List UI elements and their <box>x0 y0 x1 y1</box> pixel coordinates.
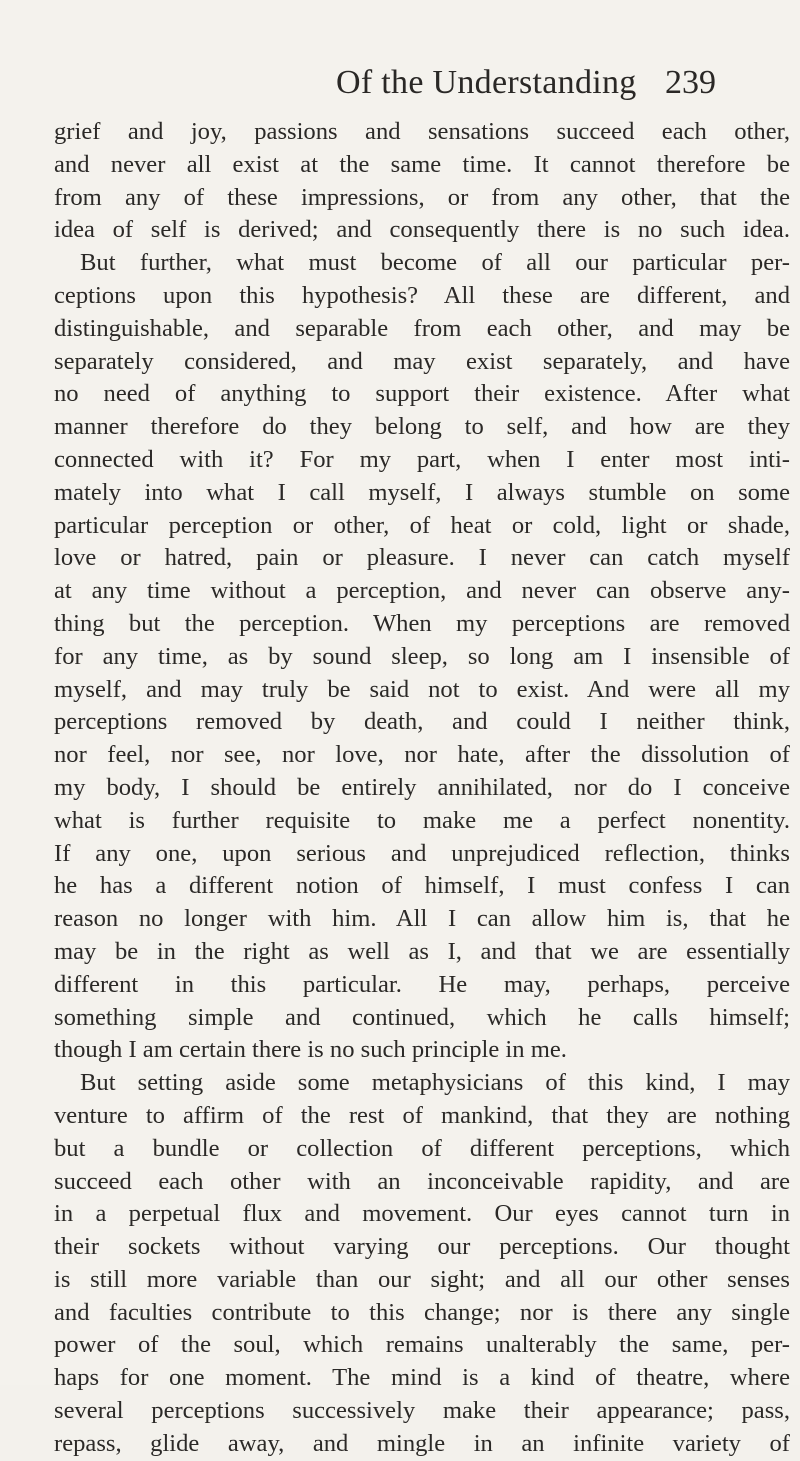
text-line: haps for one moment. The mind is a kind of theatre, where <box>54 1364 790 1392</box>
text-line: and faculties contribute to this change; nor is there any single <box>54 1298 790 1326</box>
text-line: several perceptions successively make their appearance; pass, <box>54 1397 790 1425</box>
running-title: Of the Understanding <box>336 64 637 101</box>
text-line: repass, glide away, and mingle in an infinite variety of <box>54 1429 790 1457</box>
text-line: separately considered, and may exist separately, and have <box>54 347 790 375</box>
text-line: particular perception or other, of heat or cold, light or shade, <box>54 511 790 539</box>
text-line: for any time, as by sound sleep, so long am I insensible of <box>54 642 790 670</box>
text-line: from any of these impressions, or from any other, that the <box>54 183 790 211</box>
text-line: mately into what I call myself, I always stumble on some <box>54 478 790 506</box>
text-line: reason no longer with him. All I can allow him is, that he <box>54 905 790 933</box>
text-line: But setting aside some metaphysicians of this kind, I may <box>80 1069 790 1097</box>
text-line: power of the soul, which remains unalterably the same, per- <box>54 1331 790 1359</box>
text-line: nor feel, nor see, nor love, nor hate, after the dissolution of <box>54 741 790 769</box>
text-line: is still more variable than our sight; and all our other senses <box>54 1265 790 1293</box>
text-line: in a perpetual flux and movement. Our eyes cannot turn in <box>54 1200 790 1228</box>
text-line: and never all exist at the same time. It cannot therefore be <box>54 150 790 178</box>
text-line: connected with it? For my part, when I enter most inti- <box>54 445 790 473</box>
text-line: grief and joy, passions and sensations succeed each other, <box>54 118 790 145</box>
text-line: at any time without a perception, and never can observe any- <box>54 577 790 605</box>
text-line: though I am certain there is no such principle in me. <box>54 1036 567 1064</box>
text-line: different in this particular. He may, perhaps, perceive <box>54 970 790 998</box>
text-line: their sockets without varying our perceptions. Our thought <box>54 1233 790 1261</box>
text-line: If any one, upon serious and unprejudiced reflection, thinks <box>54 839 790 867</box>
text-line: love or hatred, pain or pleasure. I never can catch myself <box>54 544 790 572</box>
text-line: something simple and continued, which he calls himself; <box>54 1003 790 1031</box>
text-line: perceptions removed by death, and could I neither think, <box>54 708 790 736</box>
text-line: idea of self is derived; and consequently there is no such idea. <box>54 216 790 244</box>
text-line: succeed each other with an inconceivable rapidity, and are <box>54 1167 790 1195</box>
text-line: venture to affirm of the rest of mankind, that they are nothing <box>54 1101 790 1129</box>
text-line: my body, I should be entirely annihilated, nor do I conceive <box>54 773 790 801</box>
text-line: distinguishable, and separable from each other, and may be <box>54 314 790 342</box>
text-line: myself, and may truly be said not to exist. And were all my <box>54 675 790 703</box>
text-line: manner therefore do they belong to self, and how are they <box>54 413 790 441</box>
body-text <box>54 116 790 1461</box>
text-line: what is further requisite to make me a perfect nonentity. <box>54 806 790 834</box>
running-head <box>336 64 716 108</box>
text-line: But further, what must become of all our particular per- <box>80 249 790 277</box>
text-line: thing but the perception. When my perceptions are removed <box>54 609 790 637</box>
text-line: but a bundle or collection of different perceptions, which <box>54 1134 790 1162</box>
text-line: may be in the right as well as I, and that we are essentially <box>54 937 790 965</box>
text-line: he has a different notion of himself, I must confess I can <box>54 872 790 900</box>
page-number: 239 <box>665 64 716 101</box>
text-line: ceptions upon this hypothesis? All these are different, and <box>54 281 790 309</box>
text-line: no need of anything to support their existence. After what <box>54 380 790 408</box>
